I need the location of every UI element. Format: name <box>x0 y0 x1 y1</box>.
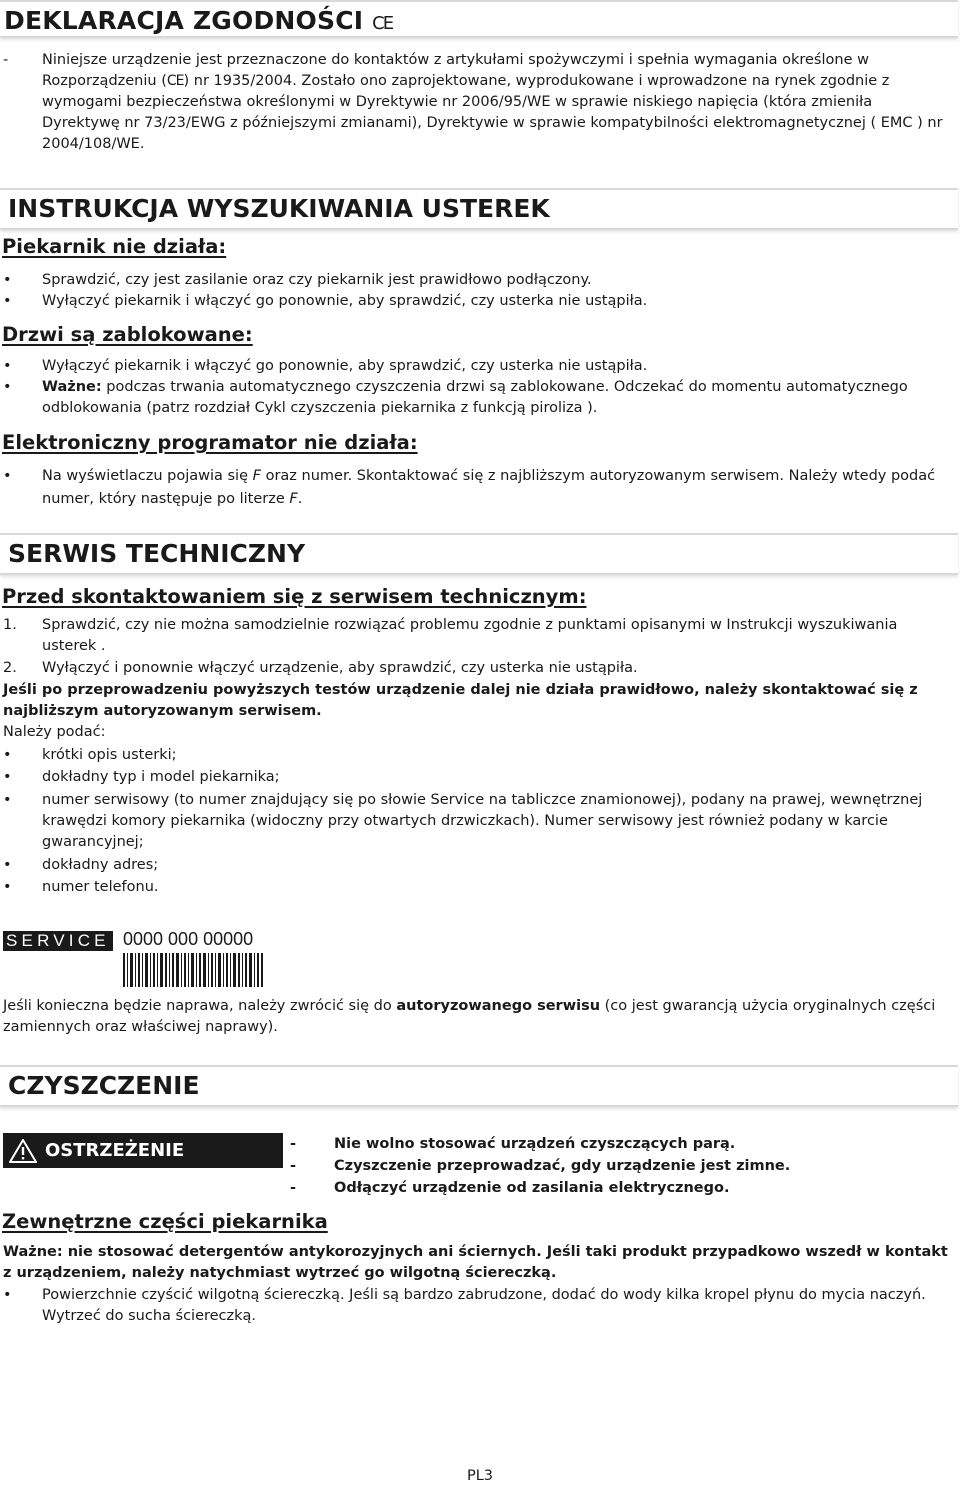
list-item: • Sprawdzić, czy jest zasilanie oraz czy piekarnik jest prawidłowo podłączony. <box>0 270 958 291</box>
list-dash: - <box>3 52 9 68</box>
service-bold-note: Jeśli po przeprowadzeniu powyższych testów urządzenie dalej nie działa prawidłowo, należy skontaktować się z najbliższym autoryzowanym serwisem. <box>3 682 918 719</box>
list-item: • dokładny adres; <box>0 855 958 876</box>
cleaning-heading: CZYSZCZENIE <box>0 1065 958 1107</box>
ce-mark-inline-icon: CE <box>166 73 184 89</box>
list-item: • Powierzchnie czyścić wilgotną ściereczką. Jeśli są bardzo zabrudzone, dodać do wody kilka kropel płynu do mycia naczyń. Wytrzeć do sucha ściereczką. <box>3 1287 926 1324</box>
bullet: • <box>3 272 12 288</box>
list-item: • Ważne: podczas trwania automatycznego czyszczenia drzwi są zablokowane. Odczekać do momentu automatycznego odblokowania (patrz rozdział Cykl czyszczenia piekarnika z funkcją piroliza ). <box>3 379 908 416</box>
warning-item: - Odłączyć urządzenie od zasilania elektrycznego. <box>290 1180 730 1196</box>
declaration-text: Niniejsze urządzenie jest przeznaczone do kontaktów z artykułami spożywczymi i spełnia wymagania określone w Rozporządzeniu (CE) nr 1935/2004. Zostało ono zaprojektowane, wyprodukowane i wprowadzone na rynek zgodnie z wymogami bezpieczeństwa określonymi w Dyrektywie nr 2006/95/WE w sprawie niskiego napięcia (która zmieniła Dyrektywę nr 73/23/EWG z późniejszymi zmianami), Dyrektywie w sprawie kompatybilności elektromagnetycznej ( EMC ) nr 2004/108/WE. <box>42 52 943 152</box>
warning-triangle-icon <box>9 1139 37 1163</box>
display-letter-f: F <box>252 468 261 484</box>
list-item: • dokładny typ i model piekarnika; <box>0 767 958 788</box>
troubleshooting-heading: INSTRUKCJA WYSZUKIWANIA USTEREK <box>0 188 958 230</box>
declaration-heading <box>0 0 958 38</box>
warning-list <box>290 1133 958 1199</box>
bullet: • <box>3 379 12 395</box>
repair-paragraph: Jeśli konieczna będzie naprawa, należy zwrócić się do autoryzowanego serwisu (co jest gwarancją użycia oryginalnych części zamiennych oraz właściwej naprawy). <box>3 998 936 1035</box>
bullet: • <box>3 857 12 873</box>
bullet: • <box>3 792 12 808</box>
numbered-step: 2. Wyłączyć i ponownie włączyć urządzenie, aby sprawdzić, czy usterka nie ustąpiła. <box>3 660 638 676</box>
list-item: • numer telefonu. <box>0 877 958 898</box>
bullet: • <box>3 468 12 484</box>
warning-item: - Czyszczenie przeprowadzać, gdy urządzenie jest zimne. <box>290 1158 791 1174</box>
section-programmer-not-working: Elektroniczny programator nie działa: <box>2 431 418 454</box>
warning-label: OSTRZEŻENIE <box>45 1140 185 1161</box>
service-label: SERVICE <box>3 931 113 951</box>
warning-banner <box>3 1133 283 1168</box>
section-exterior-parts: Zewnętrzne części piekarnika <box>2 1210 328 1233</box>
declaration-paragraph <box>0 50 958 160</box>
service-heading: SERWIS TECHNICZNY <box>0 533 958 575</box>
bullet: • <box>3 358 12 374</box>
cleaning-important-note: Ważne: nie stosować detergentów antykorozyjnych ani ściernych. Jeśli taki produkt przypadkowo wszedł w kontakt z urządzeniem, należy natychmiast wytrzeć go wilgotną ściereczką. <box>3 1244 948 1281</box>
ce-mark-icon: CE <box>372 13 393 34</box>
bullet: • <box>3 747 12 763</box>
service-number: 0000 000 00000 <box>123 929 254 949</box>
section-door-locked: Drzwi są zablokowane: <box>2 323 253 346</box>
list-item: • krótki opis usterki; <box>0 745 958 766</box>
list-item: • Na wyświetlaczu pojawia się F oraz numer. Skontaktować się z najbliższym autoryzowanym serwisem. Należy wtedy podać numer, który następuje po literze F. <box>0 465 958 511</box>
numbered-step: 1. Sprawdzić, czy nie można samodzielnie rozwiązać problemu zgodnie z punktami opisanymi w Instrukcji wyszukiwania usterek . <box>3 617 898 654</box>
bullet: • <box>3 293 12 309</box>
bullet: • <box>3 879 12 895</box>
bullet: • <box>3 1287 12 1303</box>
section-oven-not-working: Piekarnik nie działa: <box>2 235 227 258</box>
bullet: • <box>3 769 12 785</box>
declaration-title: DEKLARACJA ZGODNOŚCI <box>4 6 364 35</box>
display-letter-f: F <box>289 491 298 507</box>
list-item: • numer serwisowy (to numer znajdujący się po słowie Service na tabliczce znamionowej), podany na prawej, wewnętrznej krawędzi komory piekarnika (widoczny przy otwartych drzwiczkach). Numer serwisowy jest również podany w karcie gwarancyjnej; <box>3 792 923 850</box>
barcode-icon <box>123 953 263 987</box>
page-number: PL3 <box>466 1468 494 1484</box>
provide-intro: Należy podać: <box>3 724 106 740</box>
list-item: • Wyłączyć piekarnik i włączyć go ponownie, aby sprawdzić, czy usterka nie ustąpiła. <box>0 291 958 312</box>
service-subtitle: Przed skontaktowaniem się z serwisem technicznym: <box>2 585 587 608</box>
list-item: • Wyłączyć piekarnik i włączyć go ponownie, aby sprawdzić, czy usterka nie ustąpiła. <box>0 356 958 377</box>
warning-item: - Nie wolno stosować urządzeń czyszczących parą. <box>290 1136 736 1152</box>
